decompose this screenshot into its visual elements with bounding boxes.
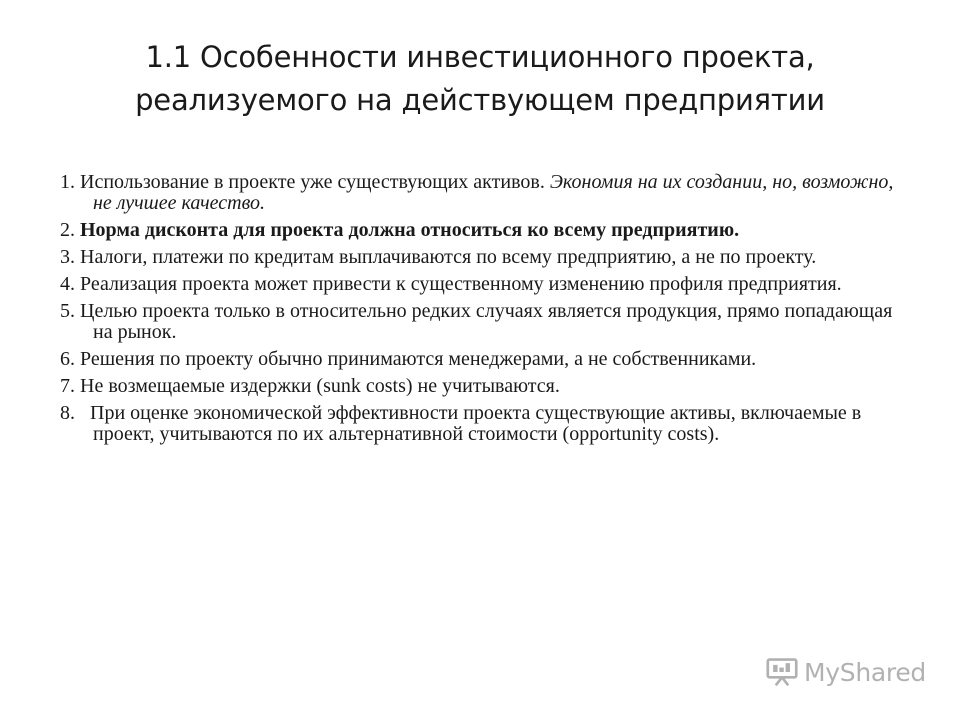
feature-list — [60, 172, 910, 451]
item-number: 5. — [60, 300, 75, 322]
item-number: 3. — [60, 246, 75, 268]
item-number: 6. — [60, 348, 75, 370]
item-text: Решения по проекту обычно принимаются менеджерами, а не собственниками. — [75, 348, 757, 370]
list-item-3 — [60, 247, 910, 268]
item-emphasis: Экономия на их создании, но, возможно, не лучшее качество. — [93, 171, 894, 214]
item-text: Не возмещаемые издержки (sunk costs) не учитываются. — [75, 375, 560, 397]
list-item-4 — [60, 274, 910, 295]
list-item-6 — [60, 349, 910, 370]
item-text: Налоги, платежи по кредитам выплачиваются по всему предприятию, а не по проекту. — [75, 246, 817, 268]
item-strong-text: Норма дисконта для проекта должна относиться ко всему предприятию. — [75, 219, 740, 241]
presentation-board-icon — [766, 655, 798, 689]
item-number: 1. — [60, 171, 75, 193]
list-item-1 — [60, 172, 910, 214]
watermark — [766, 652, 926, 692]
item-text: При оценке экономической эффективности проекта существующие активы, включаемые в проект, учитываются по их альтернативной стоимости (opportunity costs). — [75, 402, 867, 445]
slide-title: 1.1 Особенности инвестиционного проекта, реализуемого на действующем предприятии — [135, 40, 825, 117]
watermark-text: MyShared — [804, 657, 926, 687]
item-text: Реализация проекта может привести к существенному изменению профиля предприятия. — [75, 273, 842, 295]
list-item-7 — [60, 376, 910, 397]
list-item-2 — [60, 220, 910, 241]
item-text: Целью проекта только в относительно редких случаях является продукция, прямо попадающая на рынок. — [75, 300, 893, 343]
item-number: 2. — [60, 219, 75, 241]
list-item-5 — [60, 301, 910, 343]
item-number: 8. — [60, 402, 75, 424]
item-number: 4. — [60, 273, 75, 295]
list-item-8 — [60, 403, 910, 445]
item-text: Использование в проекте уже существующих активов. — [75, 171, 550, 193]
item-number: 7. — [60, 375, 75, 397]
